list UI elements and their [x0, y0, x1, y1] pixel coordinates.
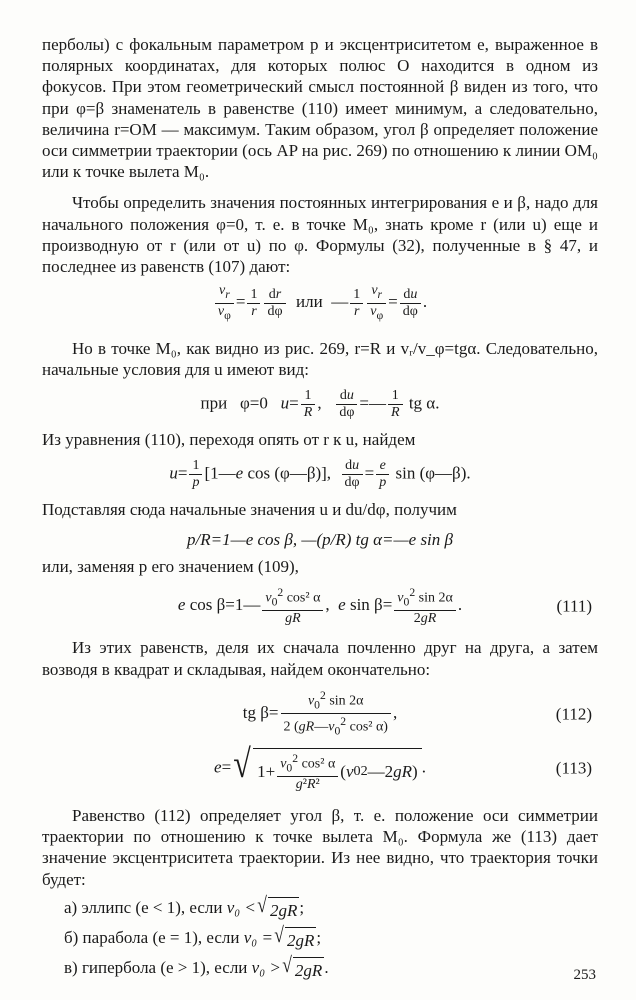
paragraph-3: Но в точке M₀, как видно из рис. 269, r=R и vᵣ/v_φ=tgα. Следовательно, начальные условия для u имеют вид:	[42, 338, 598, 380]
formula-111: e cos β=1— $\frac{v_0^2 \cos^2 \alpha}{gR}$ , e sin β= $\frac{v_0^2 \sin 2\alpha}{2gR}$ . (111)	[177, 585, 592, 627]
paragraph-8: Равенство (112) определяет угол β, т. е. положение оси симметрии траектории по отношению к точке вылета M₀. Формула же (113) дает значение эксцентриситета траектории. Из нее видно, что траектория точки будет:	[42, 806, 598, 889]
paragraph-6: или, заменяя p его значением (109),	[42, 556, 299, 576]
equation-number-112: (112)	[555, 704, 592, 724]
formula-112: tg β= $\frac{v_0^2 \sin 2\alpha}{2 (gR—v_0^2 \cos^2 \alpha)}$ , (112)	[242, 688, 592, 738]
equation-number-111: (111)	[556, 596, 592, 616]
page-number: 253	[573, 967, 596, 983]
formula-1: $\frac{v_r}{v_\varphi}$ = $\frac{1}{r}$ $\frac{dr}{d\varphi}$ или — $\frac{1}{r}$ $\frac{v_r}{v_\varphi}$ = $\frac{du}{d\varphi}$ .	[42, 283, 598, 324]
formula-connector: или	[296, 292, 323, 312]
formula-4: p/R=1—e cos β, —(p/R) tg α=—e sin β	[187, 529, 453, 549]
trajectory-list	[42, 891, 598, 984]
formula-2: при φ=0 u= $\frac{1}{R}$ , $\frac{du}{d\varphi}$ =— $\frac{1}{R}$ tg α.	[200, 388, 440, 421]
page-body	[42, 34, 598, 984]
list-item: в) гипербола (e > 1), если v₀ > √ 2gR .	[42, 954, 598, 984]
formula-113: e= √ 1+ $\frac{v_0^2 \cos^2 \alpha}{\text{g²R²}}$ ( v 0 2 —2 gR ) . (113)	[214, 740, 592, 793]
equation-number-113: (113)	[555, 758, 592, 778]
paragraph-5: Подставляя сюда начальные значения u и du/dφ, получим	[42, 500, 457, 520]
list-item: б) парабола (e = 1), если v₀ = √ 2gR ;	[42, 924, 598, 954]
paragraph-1: перболы) с фокальным параметром p и эксцентриситетом e, выраженное в полярных координатах, для которых полюс O находится в одном из фокусов. При этом геометрический смысл постоянной β виден из того, что при φ=β знаменатель в равенстве (110) имеет минимум, а следовательно, величина r=OM — максимум. Таким образом, угол β определяет положение оси симметрии траектории (ось AP на рис. 269) по отношению к линии OM₀ или к точке вылета M₀.	[42, 35, 598, 182]
formula-lead: при	[200, 393, 228, 413]
paragraph-7: Из этих равенств, деля их сначала почленно друг на друга, а затем возводя в квадрат и складывая, найдем окончательно:	[42, 638, 598, 679]
paragraph-2: Чтобы определить значения постоянных интегрирования e и β, надо для начального положения φ=0, т. е. в точке M₀, знать кроме r (или u) еще и производную от r (или от u) по φ. Формулы (32), полученные в § 47, и последнее из равенств (107) дают:	[42, 193, 598, 277]
formula-3: u= $\frac{1}{p}$ [1—e cos (φ—β)], $\frac{du}{d\varphi}$ = $\frac{e}{p}$ sin (φ—β).	[169, 458, 471, 491]
list-item: а) эллипс (e < 1), если v₀ < √ 2gR ;	[42, 894, 598, 924]
paragraph-4: Из уравнения (110), переходя опять от r к u, найдем	[42, 430, 416, 450]
